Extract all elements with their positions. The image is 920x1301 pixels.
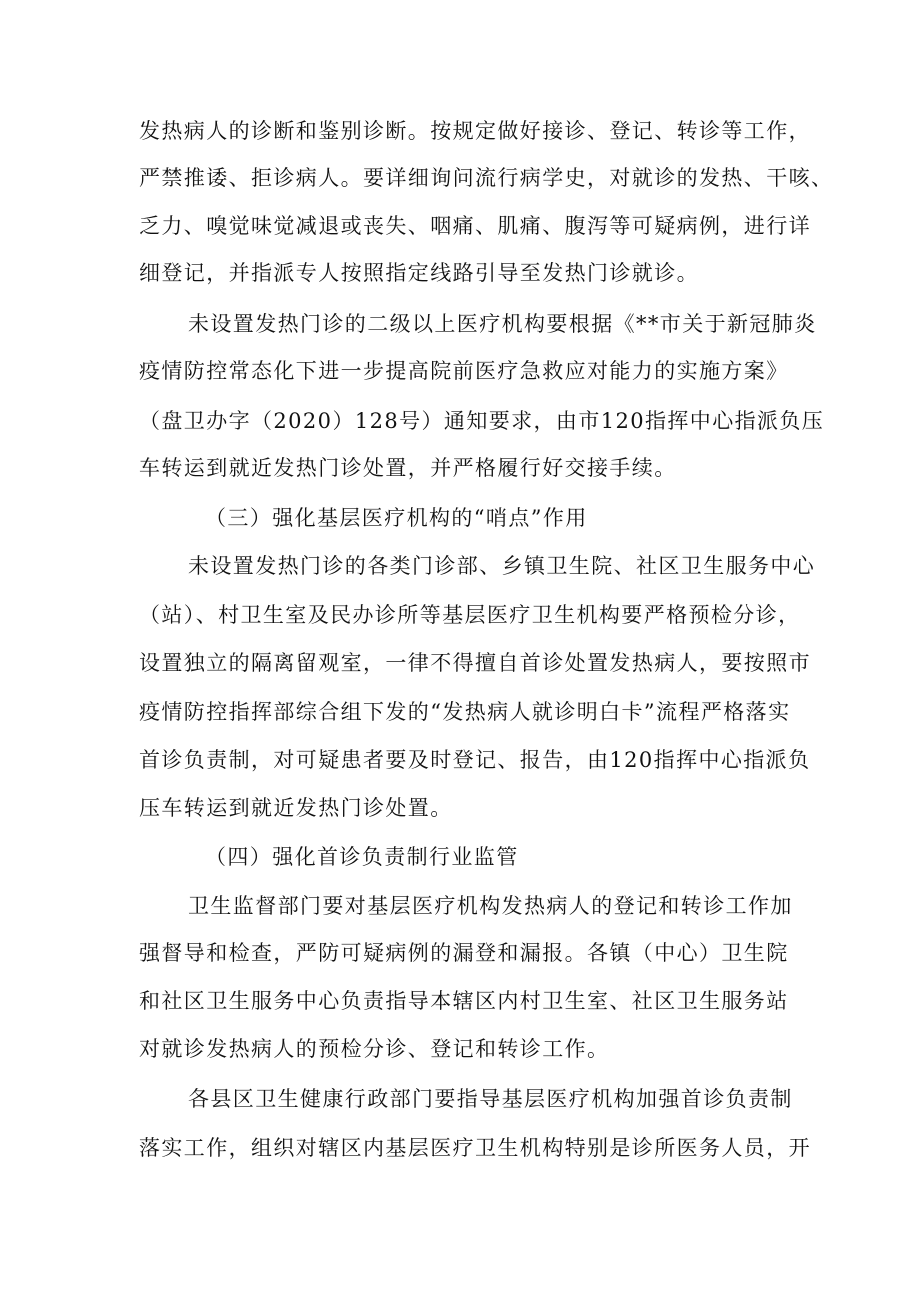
paragraph-line: 疫情防控指挥部综合组下发的“发热病人就诊明白卡”流程严格落实 — [139, 700, 791, 724]
paragraph-line: 压车转运到就近发热门诊处置。 — [139, 796, 453, 820]
section-heading: （三）强化基层医疗机构的“哨点”作用 — [205, 506, 588, 530]
paragraph-line: 严禁推诿、拒诊病人。要详细询问流行病学史，对就诊的发热、干咳、 — [139, 166, 834, 190]
paragraph-line: （盘卫办字（2020）128号）通知要求，由市120指挥中心指派负压 — [139, 409, 825, 433]
paragraph-line: 未设置发热门诊的各类门诊部、乡镇卫生院、社区卫生服务中心 — [188, 554, 816, 578]
paragraph-line: （站）、村卫生室及民办诊所等基层医疗卫生机构要严格预检分诊， — [139, 603, 801, 627]
section-heading: （四）强化首诊负责制行业监管 — [205, 845, 519, 869]
paragraph-line: 未设置发热门诊的二级以上医疗机构要根据《**市关于新冠肺炎 — [188, 312, 817, 336]
paragraph-line: 首诊负责制，对可疑患者要及时登记、报告，由120指挥中心指派负 — [139, 748, 811, 772]
paragraph-line: 强督导和检查，严防可疑病例的漏登和漏报。各镇（中心）卫生院 — [139, 941, 789, 965]
paragraph-line: 车转运到就近发热门诊处置，并严格履行好交接手续。 — [139, 456, 677, 480]
paragraph-line: 发热病人的诊断和鉴别诊断。按规定做好接诊、登记、转诊等工作， — [139, 119, 811, 143]
paragraph-line: 和社区卫生服务中心负责指导本辖区内村卫生室、社区卫生服务站 — [139, 989, 789, 1013]
paragraph-line: 乏力、嗅觉味觉减退或丧失、咽痛、肌痛、腹泻等可疑病例，进行详 — [139, 214, 811, 238]
paragraph-line: 设置独立的隔离留观室，一律不得擅自首诊处置发热病人，要按照市 — [139, 651, 811, 675]
paragraph-line: 对就诊发热病人的预检分诊、登记和转诊工作。 — [139, 1037, 610, 1061]
paragraph-line: 疫情防控常态化下进一步提高院前医疗急救应对能力的实施方案》 — [139, 359, 789, 383]
paragraph-line: 卫生监督部门要对基层医疗机构发热病人的登记和转诊工作加 — [188, 894, 793, 918]
paragraph-line: 各县区卫生健康行政部门要指导基层医疗机构加强首诊负责制 — [188, 1087, 793, 1111]
paragraph-line: 落实工作，组织对辖区内基层医疗卫生机构特别是诊所医务人员，开 — [139, 1136, 811, 1160]
paragraph-line: 细登记，并指派专人按照指定线路引导至发热门诊就诊。 — [139, 261, 699, 285]
